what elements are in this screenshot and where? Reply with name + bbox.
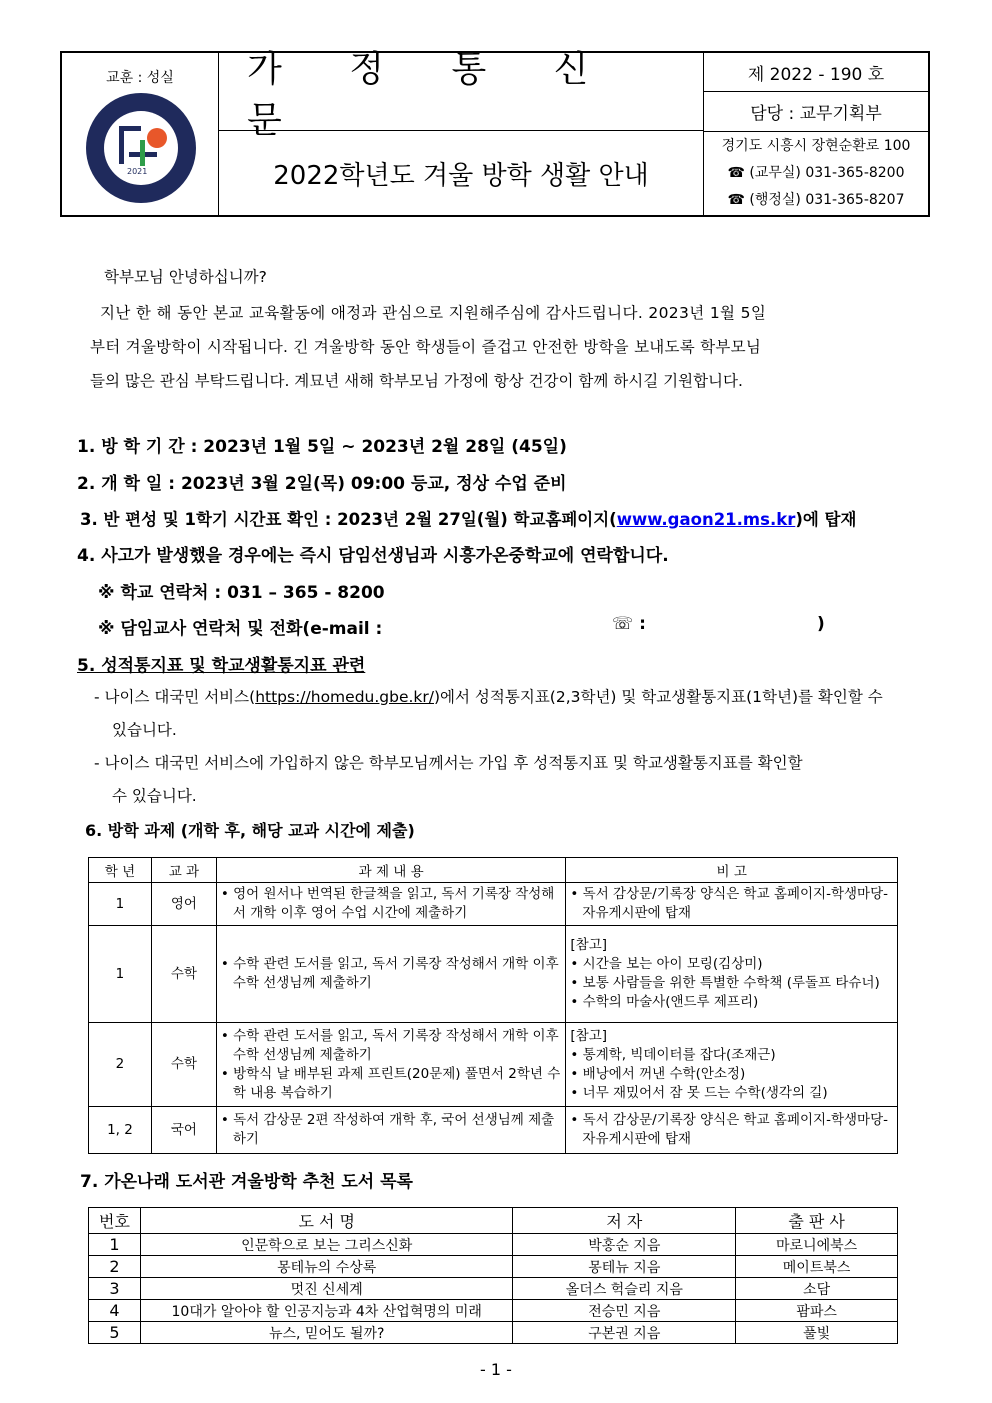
book-title: 인문학으로 보는 그리스신화 [140,1234,513,1256]
note-bullet: • 보통 사람들을 위한 특별한 수학책 (루돌프 타슈너) [570,975,880,991]
school-contact [704,132,928,215]
book-author: 전승민 지음 [513,1300,736,1322]
cell-grade: 1 [89,926,152,1023]
intro-line: 들의 많은 관심 부탁드립니다. 계묘년 새해 학부모님 가정에 항상 건강이 함께 하시길 기원합니다. [90,372,743,390]
letter-header [60,48,930,217]
cell-note [566,1107,898,1154]
book-number: 3 [89,1278,141,1300]
school-homepage-link[interactable]: www.gaon21.ms.kr [616,510,796,529]
class-assignment-text: 3. 반 편성 및 1학기 시간표 확인 : 2023년 2월 27일(월) 학교홈페이지( [80,510,617,529]
homework-header-row [89,858,898,883]
school-motto: 교훈 : 성실 [106,70,174,86]
teacher-contact-close: ) [817,614,825,634]
content-bullet: • 독서 감상문 2편 작성하여 개학 후, 국어 선생님께 제출하기 [220,1112,555,1147]
cell-note [566,926,898,1023]
cell-grade: 1, 2 [89,1107,152,1154]
note-bullet: [참고] [570,1027,608,1044]
homework-table [88,857,898,1154]
teacher-contact: ※ 담임교사 연락처 및 전화(e-mail : [98,619,383,639]
book-publisher: 풀빛 [736,1322,898,1344]
greeting: 학부모님 안녕하십니까? [104,268,267,286]
book-title: 10대가 알아야 할 인공지능과 4차 산업혁명의 미래 [140,1300,513,1322]
col-author: 저 자 [513,1208,736,1234]
book-number: 4 [89,1300,141,1322]
col-content: 과 제 내 용 [216,858,566,883]
book-number: 2 [89,1256,141,1278]
content-bullet: • 수학 관련 도서를 읽고, 독서 기록장 작성해서 개학 이후 수학 선생님께 제출하기 [220,956,559,991]
book-publisher: 마로니에북스 [736,1234,898,1256]
note-bullet: • 너무 재밌어서 잠 못 드는 수학(생각의 길) [570,1084,828,1101]
book-number: 5 [89,1322,141,1344]
table-row [89,1256,898,1278]
header-title-cell [219,48,704,215]
book-list-table [88,1207,898,1344]
note-bullet: • 통계학, 빅데이터를 잡다(조재근) [570,1046,776,1063]
book-title: 뉴스, 믿어도 될까? [140,1322,513,1344]
book-title: 멋진 신세계 [140,1278,513,1300]
school-contact-number: ※ 학교 연락처 : 031 – 365 - 8200 [98,583,385,603]
report-card-line: - 나이스 대국민 서비스에 가입하지 않은 학부모님께서는 가입 후 성적통지표 및 학교생활통지표를 확인할 [94,754,803,772]
table-row [89,1300,898,1322]
report-card-line: 수 있습니다. [112,787,197,805]
cell-grade: 1 [89,883,152,926]
school-logo [85,92,197,204]
report-card-heading: 5. 성적통지표 및 학교생활통지표 관련 [77,656,366,676]
book-number: 1 [89,1234,141,1256]
book-author: 박홍순 지음 [513,1234,736,1256]
content-bullet: • 방학식 날 배부된 과제 프린트(20문제) 풀면서 2학년 수학 내용 복습하기 [220,1065,561,1101]
table-row [89,1023,898,1107]
content-bullet: • 수학 관련 도서를 읽고, 독서 기록장 작성해서 개학 이후 수학 선생님께 제출하기 [220,1027,559,1063]
cell-content [216,883,566,926]
note-bullet: • 시간을 보는 아이 모링(김상미) [570,956,763,972]
books-header-row [89,1208,898,1234]
report-card-line [94,685,883,707]
class-assignment-tail: )에 탑재 [795,510,857,529]
table-row [89,926,898,1023]
intro-line: 지난 한 해 동안 본교 교육활동에 애정과 관심으로 지원해주심에 감사드립니다. 2023년 1월 5일 [100,304,767,322]
col-grade: 학 년 [89,858,152,883]
book-publisher: 메이트북스 [736,1256,898,1278]
cell-subject: 영어 [151,883,216,926]
note-bullet: • 독서 감상문/기록장 양식은 학교 홈페이지-학생마당-자유게시판에 탑재 [570,886,888,921]
note-bullet: • 수학의 마술사(앤드루 제프리) [570,994,759,1010]
report-card-text: - 나이스 대국민 서비스( [94,688,256,706]
book-author: 올더스 헉슬리 지음 [513,1278,736,1300]
cell-content [216,1023,566,1107]
note-bullet: • 배낭에서 꺼낸 수학(안소정) [570,1065,746,1082]
department: 담당 : 교무기획부 [704,92,928,132]
table-row [89,1322,898,1344]
teacher-phone: ☏ : [612,614,646,634]
report-card-text: )에서 성적통지표(2,3학년) 및 학교생활통지표(1학년)를 확인할 수 [434,688,883,706]
vacation-period: 1. 방 학 기 간 : 2023년 1월 5일 ~ 2023년 2월 28일 (45일) [77,437,567,457]
letter-subtitle: 2022학년도 겨울 방학 생활 안내 [273,160,649,191]
col-subject: 교 과 [151,858,216,883]
cell-note [566,1023,898,1107]
phone-admin: ☎ (행정실) 031-365-8207 [727,192,905,208]
book-title: 몽테뉴의 수상록 [140,1256,513,1278]
table-row [89,1107,898,1154]
neis-link[interactable]: https://homedu.gbe.kr/ [255,688,434,706]
content-bullet: • 영어 원서나 번역된 한글책을 읽고, 독서 기록장 작성해서 개학 이후 영어 수업 시간에 제출하기 [220,886,555,921]
col-number: 번호 [89,1208,141,1234]
letter-title: 가 정 통 신 문 [219,53,703,131]
table-row [89,1234,898,1256]
cell-grade: 2 [89,1023,152,1107]
book-publisher: 팜파스 [736,1300,898,1322]
report-card-line: 있습니다. [112,721,177,739]
cell-subject: 국어 [151,1107,216,1154]
cell-content [216,1107,566,1154]
school-address: 경기도 시흥시 장현순환로 100 [721,138,911,154]
class-assignment [80,506,856,530]
col-title: 도 서 명 [140,1208,513,1234]
accident-notice: 4. 사고가 발생했을 경우에는 즉시 담임선생님과 시흥가온중학교에 연락합니다. [77,546,669,566]
cell-subject: 수학 [151,926,216,1023]
svg-text:2021: 2021 [127,167,148,176]
col-publisher: 출 판 사 [736,1208,898,1234]
table-row [89,883,898,926]
homework-heading: 6. 방학 과제 (개학 후, 해당 교과 시간에 제출) [85,821,415,840]
books-heading: 7. 가온나래 도서관 겨울방학 추천 도서 목록 [80,1172,413,1192]
note-bullet: • 독서 감상문/기록장 양식은 학교 홈페이지-학생마당-자유게시판에 탑재 [570,1112,888,1147]
phone-office: ☎ (교무실) 031-365-8200 [727,165,905,181]
col-note: 비 고 [566,858,898,883]
note-bullet: [참고] [570,937,608,953]
intro-line: 부터 겨울방학이 시작됩니다. 긴 겨울방학 동안 학생들이 즐겁고 안전한 방학을 보내도록 학부모님 [90,338,762,356]
issue-number: 제 2022 - 190 호 [704,53,928,92]
school-start-date: 2. 개 학 일 : 2023년 3월 2일(목) 09:00 등교, 정상 수업 준비 [77,474,567,494]
book-publisher: 소담 [736,1278,898,1300]
header-logo-cell [62,53,219,215]
cell-content [216,926,566,1023]
cell-note [566,883,898,926]
book-author: 구본권 지음 [513,1322,736,1344]
page-number: - 1 - [480,1360,512,1379]
header-info-cell [704,53,928,215]
book-author: 몽테뉴 지음 [513,1256,736,1278]
cell-subject: 수학 [151,1023,216,1107]
table-row [89,1278,898,1300]
